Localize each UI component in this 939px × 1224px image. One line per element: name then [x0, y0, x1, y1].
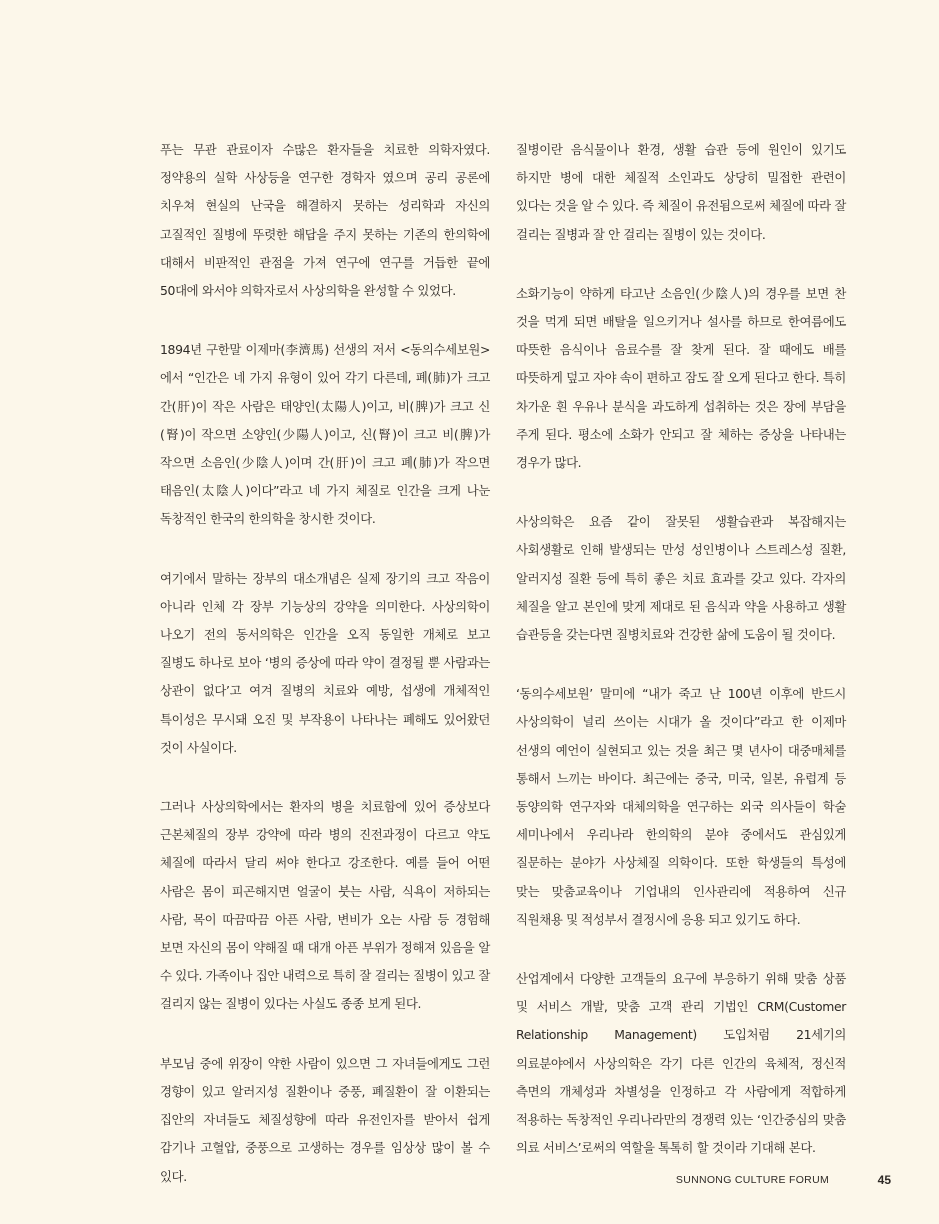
paragraph: 부모님 중에 위장이 약한 사람이 있으면 그 자녀들에게도 그런 경향이 있고 알러지성 질환이나 중풍, 폐질환이 잘 이환되는 집안의 자녀들도 체질성향에 따라 유전인자를 받아서 쉽게 감기나 고혈압, 중풍으로 고생하는 경우를 임상상 많이 볼 수 있다. — [160, 1055, 490, 1184]
right-column — [516, 136, 846, 1194]
paragraph: 산업계에서 다양한 고객들의 요구에 부응하기 위해 맞춤 상품 및 서비스 개발, 맞춤 고객 관리 기법인 CRM(Customer Relationship Management) 도입처럼 21세기의 의료분야에서 사상의학은 각기 다른 인간의 육체적, 정신적 측면의 개체성과 차별성을 인정하고 각 사람에게 적합하게 적용하는 독창적인 우리나라만의 경쟁력 있는 ‘인간중심의 맞춤 의료 서비스’로써의 역할을 톡톡히 할 것이라 기대해 본다. — [516, 971, 846, 1156]
paragraph: ‘동의수세보원’ 말미에 “내가 죽고 난 100년 이후에 반드시 사상의학이 널리 쓰이는 시대가 올 것이다”라고 한 이제마 선생의 예언이 실현되고 있는 것을 최근 몇 년사이 대중매체를 통해서 느끼는 바이다. 최근에는 중국, 미국, 일본, 유럽계 등 동양의학 연구자와 대체의학을 연구하는 외국 의사들이 학술 세미나에서 우리나라 한의학의 분야 중에서도 관심있게 질문하는 분야가 사상체질 의학이다. 또한 학생들의 특성에 맞는 맞춤교육이나 기업내의 인사관리에 적용하여 신규 직원채용 및 적성부서 결정시에 응용 되고 있기도 하다. — [516, 686, 846, 927]
publication-name: SUNNONG CULTURE FORUM — [675, 1174, 829, 1186]
paragraph: 푸는 무관 관료이자 수많은 환자들을 치료한 의학자였다. 정약용의 실학 사상등을 연구한 경학자 였으며 공리 공론에 치우쳐 현실의 난국을 해결하지 못하는 성리학과 자신의 고질적인 질병에 뚜렷한 해답을 주지 못하는 기존의 한의학에 대해서 비판적인 관점을 가져 연구에 연구를 거듭한 끝에 50대에 와서야 의학자로서 사상의학을 완성할 수 있었다. — [160, 142, 490, 299]
page-footer — [0, 1172, 939, 1192]
left-column — [160, 136, 490, 1222]
paragraph: 1894년 구한말 이제마(李濟馬) 선생의 저서 <동의수세보원>에서 “인간은 네 가지 유형이 있어 각기 다른데, 폐(肺)가 크고 간(肝)이 작은 사람은 태양인(太陽人)이고, 비(脾)가 크고 신(腎)이 작으면 소양인(少陽人)이고, 신(腎)이 크고 비(脾)가 작으면 소음인(少陰人)이며 간(肝)이 크고 폐(肺)가 작으면 태음인(太陰人)이다”라고 네 가지 체질로 인간을 크게 나눈 독창적인 한국의 한의학을 창시한 것이다. — [160, 342, 490, 527]
page-number: 45 — [877, 1173, 891, 1187]
paragraph: 그러나 사상의학에서는 환자의 병을 치료함에 있어 증상보다 근본체질의 장부 강약에 따라 병의 진전과정이 다르고 약도 체질에 따라서 달리 써야 한다고 강조한다. 예를 들어 어떤 사람은 몸이 피곤해지면 얼굴이 붓는 사람, 식욕이 저하되는 사람, 목이 따끔따끔 아픈 사람, 변비가 오는 사람 등 경험해 보면 자신의 몸이 약해질 때 대개 아픈 부위가 정해져 있음을 알 수 있다. 가족이나 집안 내력으로 특히 잘 걸리는 질병이 있고 잘 걸리지 않는 질병이 있다는 사실도 종종 보게 된다. — [160, 799, 490, 1012]
paragraph: 사상의학은 요즘 같이 잘못된 생활습관과 복잡해지는 사회생활로 인해 발생되는 만성 성인병이나 스트레스성 질환, 알러지성 질환 등에 특히 좋은 치료 효과를 갖고 있다. 각자의 체질을 알고 본인에 맞게 제대로 된 음식과 약을 사용하고 생활 습관등을 갖는다면 질병치료와 건강한 삶에 도움이 될 것이다. — [516, 514, 846, 643]
paragraph: 여기에서 말하는 장부의 대소개념은 실제 장기의 크고 작음이 아니라 인체 각 장부 기능상의 강약을 의미한다. 사상의학이 나오기 전의 동서의학은 인간을 오직 동일한 개체로 보고 질병도 하나로 보아 ‘병의 증상에 따라 약이 결정될 뿐 사람과는 상관이 없다’고 여겨 질병의 치료와 예방, 섭생에 개체적인 특이성은 무시돼 오진 및 부작용이 나타나는 폐해도 있어왔던 것이 사실이다. — [160, 570, 490, 755]
paragraph: 소화기능이 약하게 타고난 소음인(少陰人)의 경우를 보면 찬 것을 먹게 되면 배탈을 일으키거나 설사를 하므로 한여름에도 따뜻한 음식이나 음료수를 잘 찾게 된다. 잘 때에도 배를 따뜻하게 덮고 자야 속이 편하고 잠도 잘 오게 된다고 한다. 특히 차가운 흰 우유나 분식을 과도하게 섭취하는 것은 장에 부담을 주게 된다. 평소에 소화가 안되고 잘 체하는 증상을 나타내는 경우가 많다. — [516, 285, 846, 471]
paragraph: 질병이란 음식물이나 환경, 생활 습관 등에 원인이 있기도 하지만 병에 대한 체질적 소인과도 상당히 밀접한 관련이 있다는 것을 알 수 있다. 즉 체질이 유전됨으로써 체질에 따라 잘 걸리는 질병과 잘 안 걸리는 질병이 있는 것이다. — [516, 142, 846, 242]
